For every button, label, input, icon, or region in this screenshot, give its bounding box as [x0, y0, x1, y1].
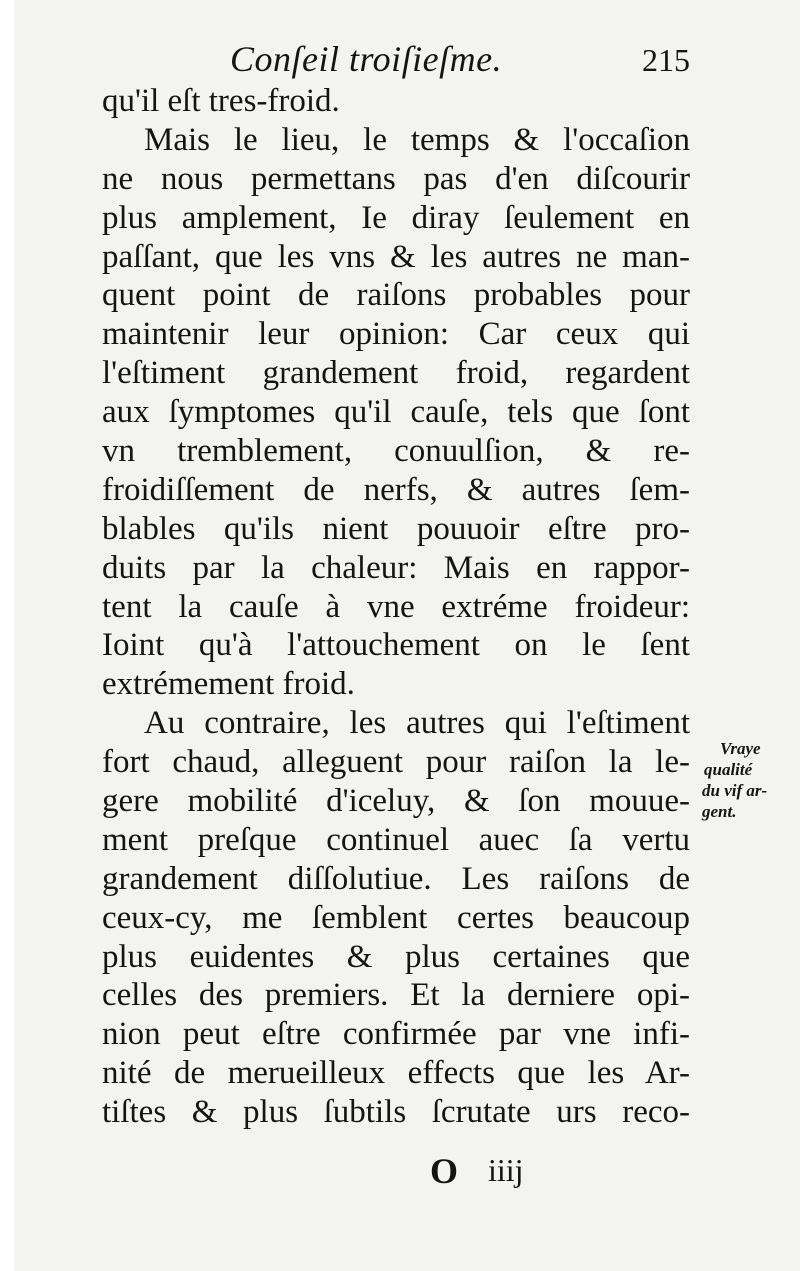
page-edge	[0, 0, 14, 1271]
text-line: plus amplement, Ie diray ſeulement en	[102, 199, 690, 236]
text-line: tent la cauſe à vne extréme froideur:	[102, 588, 690, 625]
text-line: vn tremblement, conuulſion, & re-	[102, 433, 690, 470]
text-line: maintenir leur opinion: Car ceux qui	[102, 316, 690, 353]
text-line: aux ſymptomes qu'il cauſe, tels que ſont	[102, 394, 690, 431]
text-line: ceux-cy, me ſemblent certes beaucoup	[102, 899, 690, 936]
text-line: l'eſtiment grandement froid, regardent	[102, 355, 690, 392]
marginal-note-line: gent.	[702, 802, 737, 821]
body-text	[102, 82, 690, 1132]
text-line: quent point de raiſons probables pour	[102, 277, 690, 314]
text-line: celles des premiers. Et la derniere opi-	[102, 977, 690, 1014]
page-number: 215	[642, 42, 690, 78]
text-line: nité de merueilleux effects que les Ar-	[102, 1055, 690, 1092]
text-line: paſſant, que les vns & les autres ne man-	[102, 238, 690, 275]
text-line: ne nous permettans pas d'en diſcourir	[102, 160, 690, 197]
page-footer	[430, 1150, 590, 1190]
marginal-note-line: qualité	[704, 760, 753, 779]
text-line: grandement diſſolutiue. Les raiſons de	[102, 860, 690, 897]
signature-number: iiij	[488, 1152, 524, 1188]
text-line: Mais le lieu, le temps & l'occaſion	[144, 121, 690, 158]
marginal-note-line: Vraye	[720, 739, 761, 758]
text-line: blables qu'ils nient pouuoir eſtre pro-	[102, 510, 690, 547]
signature-mark: O	[430, 1151, 459, 1191]
text-line: froidiſſement de nerfs, & autres ſem-	[102, 471, 690, 508]
text-line: plus euidentes & plus certaines que	[102, 938, 690, 975]
page-header	[230, 38, 690, 88]
text-line: qu'il eſt tres-froid.	[102, 83, 340, 119]
text-line: duits par la chaleur: Mais en rappor-	[102, 549, 690, 586]
text-line: ment preſque continuel auec ſa vertu	[102, 821, 690, 858]
text-line: Ioint qu'à l'attouchement on le ſent	[102, 627, 690, 664]
text-line: extrémement froid.	[102, 666, 355, 703]
running-title: Conſeil troiſieſme.	[230, 39, 503, 79]
text-line: nion peut eſtre confirmée par vne infi-	[102, 1016, 690, 1053]
text-line: Au contraire, les autres qui l'eſtiment	[144, 705, 690, 742]
text-line: fort chaud, alleguent pour raiſon la le-	[102, 744, 690, 781]
marginal-note-line: du vif ar-	[702, 781, 768, 800]
text-line: tiſtes & plus ſubtils ſcrutate urs reco-	[102, 1094, 690, 1131]
marginal-note	[702, 738, 794, 822]
text-line: gere mobilité d'iceluy, & ſon mouue-	[102, 783, 690, 820]
